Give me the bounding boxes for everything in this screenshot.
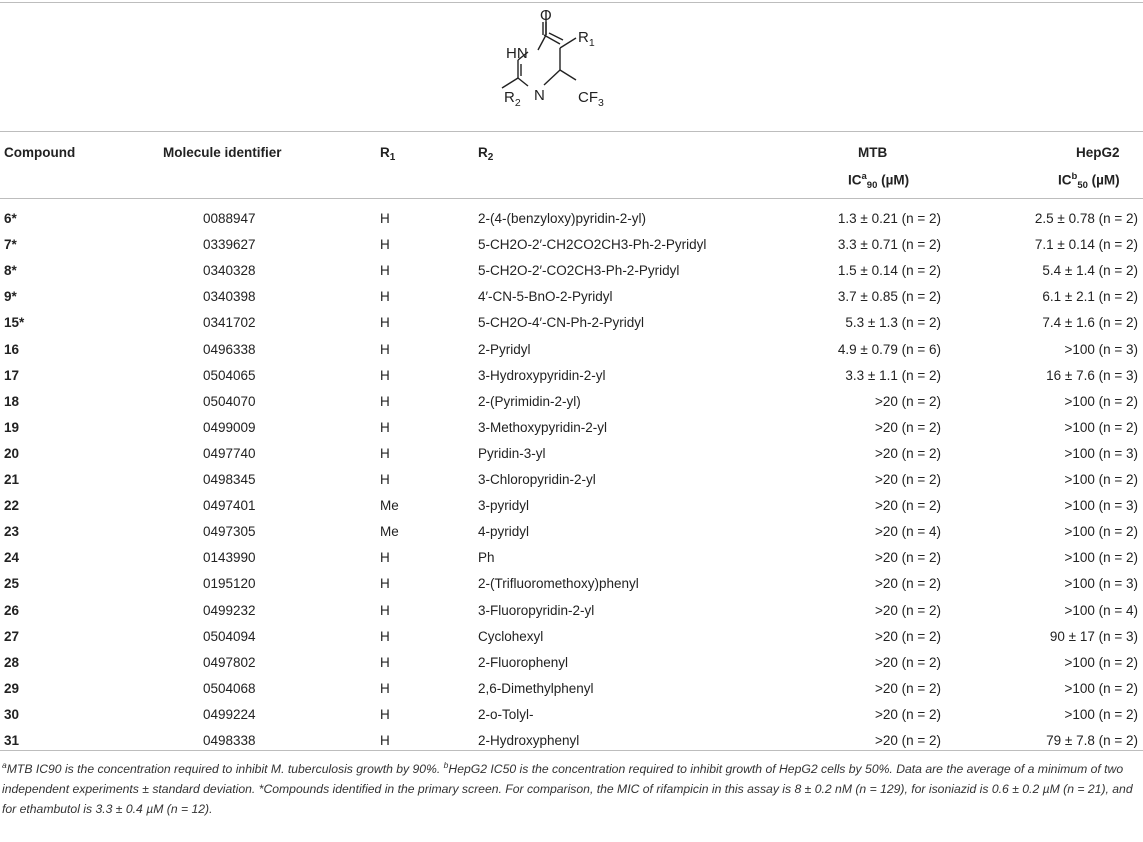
hepg2-ic50-cell: 7.1 ± 0.14 (n = 2) <box>1034 237 1138 253</box>
hepg2-ic50-cell: >100 (n = 2) <box>1064 654 1138 670</box>
r1-cell: H <box>380 576 390 592</box>
hepg2-ic50-cell: >100 (n = 3) <box>1064 341 1138 357</box>
molecule-id-cell: 0341702 <box>203 315 256 331</box>
mtb-ic90-cell: >20 (n = 2) <box>874 628 941 644</box>
r1-cell: Me <box>380 498 399 514</box>
r2-cell: 2-Hydroxyphenyl <box>478 733 580 748</box>
compound-cell: 25 <box>4 576 20 592</box>
header-mtb: MTB <box>858 145 888 160</box>
compound-cell: 16 <box>4 341 20 357</box>
hepg2-ic50-cell: >100 (n = 3) <box>1064 576 1138 592</box>
r1-cell: H <box>380 706 390 722</box>
mtb-unit-ic: IC <box>848 172 862 188</box>
compound-cell: 26 <box>4 602 20 618</box>
r1-cell: H <box>380 550 390 566</box>
compound-cell: 20 <box>4 445 20 461</box>
hepg2-ic50-cell: >100 (n = 4) <box>1064 602 1138 618</box>
hepg2-ic50-cell: >100 (n = 2) <box>1064 680 1138 696</box>
r1-cell: H <box>380 733 390 748</box>
svg-text:R2 <box>504 89 521 109</box>
molecule-id-cell: 0143990 <box>203 550 256 566</box>
mtb-ic90-cell: 5.3 ± 1.3 (n = 2) <box>845 315 941 331</box>
mtb-ic90-cell: 3.3 ± 1.1 (n = 2) <box>845 367 941 383</box>
r1-label: R <box>578 29 589 46</box>
table-row <box>0 416 1143 440</box>
r1-cell: H <box>380 341 390 357</box>
hepg2-unit-subscript: 50 <box>1077 180 1088 192</box>
header-r1-subscript: 1 <box>389 152 396 163</box>
compound-cell: 15* <box>4 315 25 331</box>
hepg2-ic50-cell: 79 ± 7.8 (n = 2) <box>1046 733 1138 748</box>
mtb-ic90-cell: >20 (n = 2) <box>874 706 941 722</box>
r1-cell: H <box>380 628 390 644</box>
mtb-ic90-cell: >20 (n = 4) <box>874 524 941 540</box>
molecule-id-cell: 0504068 <box>203 680 256 696</box>
table-row <box>0 572 1143 596</box>
hepg2-ic50-cell: >100 (n = 2) <box>1064 706 1138 722</box>
compound-cell: 22 <box>4 498 20 514</box>
table-row <box>0 207 1143 231</box>
r2-cell: 3-Methoxypyridin-2-yl <box>478 419 608 435</box>
molecule-id-cell: 0496338 <box>203 341 256 357</box>
compound-cell: 30 <box>4 706 20 722</box>
compound-cell: 18 <box>4 393 20 409</box>
mtb-ic90-cell: >20 (n = 2) <box>874 550 941 566</box>
hepg2-unit-footnote-mark: b <box>1071 171 1078 182</box>
r2-cell: Cyclohexyl <box>478 628 544 644</box>
header-compound: Compound <box>4 145 76 160</box>
hepg2-ic50-cell: >100 (n = 3) <box>1064 445 1138 461</box>
mtb-ic90-cell: >20 (n = 2) <box>874 576 941 592</box>
r1-cell: H <box>380 680 390 696</box>
hn-label: HN <box>506 45 528 62</box>
header-r1-text: R <box>380 145 390 160</box>
table-row <box>0 599 1143 623</box>
hepg2-ic50-cell: 2.5 ± 0.78 (n = 2) <box>1034 211 1138 226</box>
molecule-id-cell: 0339627 <box>203 237 256 253</box>
table-row <box>0 285 1143 309</box>
hepg2-ic50-cell: 6.1 ± 2.1 (n = 2) <box>1042 289 1138 305</box>
compound-cell: 17 <box>4 367 20 383</box>
r1-cell: Me <box>380 524 399 540</box>
compound-cell: 19 <box>4 419 20 435</box>
compound-cell: 27 <box>4 628 20 644</box>
compound-cell: 24 <box>4 550 20 566</box>
mtb-ic90-cell: 3.3 ± 0.71 (n = 2) <box>837 237 941 253</box>
r2-label: R <box>504 89 515 106</box>
mtb-ic90-cell: >20 (n = 2) <box>874 733 941 748</box>
table-row <box>0 677 1143 701</box>
r2-cell: 3-Chloropyridin-2-yl <box>478 472 596 487</box>
n-label: N <box>534 87 545 104</box>
r2-cell: 2-Fluorophenyl <box>478 654 569 670</box>
table-row <box>0 259 1143 283</box>
r1-cell: H <box>380 367 390 383</box>
svg-text:CF3 <box>578 89 604 109</box>
molecule-id-cell: 0499232 <box>203 602 256 618</box>
table-row <box>0 651 1143 675</box>
r2-cell: 2-(Trifluoromethoxy)phenyl <box>478 576 639 592</box>
table-row <box>0 703 1143 727</box>
header-r1 <box>380 145 396 163</box>
r2-cell: 4′-CN-5-BnO-2-Pyridyl <box>478 289 613 305</box>
r1-cell: H <box>380 654 390 670</box>
molecule-id-cell: 0195120 <box>203 576 256 592</box>
hepg2-ic50-cell: >100 (n = 2) <box>1064 419 1138 435</box>
hepg2-ic50-cell: >100 (n = 2) <box>1064 393 1138 409</box>
compound-cell: 23 <box>4 524 20 540</box>
svg-text:R1 <box>578 29 595 49</box>
table-row <box>0 442 1143 466</box>
header-mtb-unit <box>848 171 909 191</box>
r2-cell: 3-Hydroxypyridin-2-yl <box>478 367 606 383</box>
compound-cell: 28 <box>4 654 20 670</box>
hepg2-ic50-cell: >100 (n = 3) <box>1064 498 1138 514</box>
table-row <box>0 364 1143 388</box>
hepg2-ic50-cell: 7.4 ± 1.6 (n = 2) <box>1042 315 1138 331</box>
mtb-ic90-cell: 1.5 ± 0.14 (n = 2) <box>837 263 941 279</box>
molecule-id-cell: 0504070 <box>203 393 256 409</box>
r2-cell: 4-pyridyl <box>478 524 530 540</box>
molecule-id-cell: 0497802 <box>203 654 256 670</box>
cf3-subscript: 3 <box>598 97 604 109</box>
header-top-rule <box>0 131 1143 132</box>
r1-cell: H <box>380 419 390 435</box>
mtb-ic90-cell: 1.3 ± 0.21 (n = 2) <box>837 211 941 226</box>
hepg2-ic50-cell: >100 (n = 2) <box>1064 524 1138 540</box>
mtb-unit-footnote-mark: a <box>861 171 867 182</box>
compound-cell: 31 <box>4 733 20 748</box>
footnote-text-b: HepG2 IC50 is the concentration required to inhibit growth of HepG2 cells by 50%. Data are the average of a minimum of two independent experiments ± standard deviation. *Compounds identified in the primary screen. For comparison, the MIC of rifampicin in this assay is 8 ± 0.2 nM (n = 129), for isoniazid is 0.6 ± 0.2 µM (n = 21), and for ethambutol is 3.3 ± 0.4 µM (n = 12). <box>2 762 1133 817</box>
mtb-ic90-cell: >20 (n = 2) <box>874 393 941 409</box>
molecule-id-cell: 0088947 <box>203 211 256 226</box>
footnote-mark-b: b <box>443 760 449 770</box>
molecule-id-cell: 0497740 <box>203 445 256 461</box>
oxygen-label: O <box>540 7 552 24</box>
mtb-ic90-cell: 3.7 ± 0.85 (n = 2) <box>837 289 941 305</box>
r2-cell: 2-o-Tolyl- <box>478 706 534 722</box>
header-r2 <box>478 145 494 163</box>
table-row <box>0 468 1143 492</box>
mtb-unit-subscript: 90 <box>866 180 878 192</box>
r1-cell: H <box>380 289 390 305</box>
hepg2-unit-ic: IC <box>1058 172 1072 188</box>
header-bottom-rule <box>0 198 1143 199</box>
molecule-id-cell: 0498345 <box>203 472 256 487</box>
table-row <box>0 546 1143 570</box>
r1-subscript: 1 <box>588 37 595 49</box>
compound-cell: 21 <box>4 472 20 487</box>
molecule-id-cell: 0497305 <box>203 524 256 540</box>
table-footnote <box>2 755 1140 819</box>
molecule-id-cell: 0340398 <box>203 289 256 305</box>
r2-cell: 3-pyridyl <box>478 498 530 514</box>
r1-cell: H <box>380 211 390 226</box>
mtb-ic90-cell: 4.9 ± 0.79 (n = 6) <box>837 341 941 357</box>
hepg2-ic50-cell: >100 (n = 2) <box>1064 472 1138 487</box>
compound-cell: 9* <box>4 289 17 305</box>
r1-cell: H <box>380 263 390 279</box>
table-row <box>0 520 1143 544</box>
r1-cell: H <box>380 237 390 253</box>
table-row <box>0 338 1143 362</box>
r1-cell: H <box>380 315 390 331</box>
compound-cell: 29 <box>4 680 20 696</box>
r2-cell: 5-CH2O-4′-CN-Ph-2-Pyridyl <box>478 315 645 331</box>
footnote-text-a: MTB IC90 is the concentration required to inhibit M. tuberculosis growth by 90%. <box>6 762 444 777</box>
header-r2-text: R <box>478 145 488 160</box>
r2-cell: Pyridin-3-yl <box>478 445 546 461</box>
compound-cell: 7* <box>4 237 17 253</box>
molecule-id-cell: 0499009 <box>203 419 256 435</box>
table-row <box>0 494 1143 518</box>
hepg2-ic50-cell: 5.4 ± 1.4 (n = 2) <box>1042 263 1138 279</box>
r2-subscript: 2 <box>514 97 521 109</box>
table-row <box>0 233 1143 257</box>
r2-cell: 2,6-Dimethylphenyl <box>478 680 594 696</box>
pyrimidinone-structure <box>498 0 648 126</box>
r2-cell: 3-Fluoropyridin-2-yl <box>478 602 595 618</box>
r2-cell: 5-CH2O-2′-CO2CH3-Ph-2-Pyridyl <box>478 263 680 279</box>
mtb-ic90-cell: >20 (n = 2) <box>874 419 941 435</box>
r1-cell: H <box>380 445 390 461</box>
header-molecule-identifier: Molecule identifier <box>163 145 282 160</box>
table-row <box>0 311 1143 335</box>
r1-cell: H <box>380 393 390 409</box>
molecule-id-cell: 0497401 <box>203 498 256 514</box>
r1-cell: H <box>380 472 390 487</box>
hepg2-unit-rest: (µM) <box>1087 172 1120 188</box>
compound-cell: 8* <box>4 263 17 279</box>
molecule-id-cell: 0504094 <box>203 628 256 644</box>
mtb-ic90-cell: >20 (n = 2) <box>874 680 941 696</box>
mtb-ic90-cell: >20 (n = 2) <box>874 472 941 487</box>
table-bottom-rule <box>0 750 1143 751</box>
mtb-unit-rest: (µM) <box>877 172 910 188</box>
table-row <box>0 390 1143 414</box>
header-r2-subscript: 2 <box>487 152 494 163</box>
footnote-mark-a: a <box>2 760 7 770</box>
hepg2-ic50-cell: 90 ± 17 (n = 3) <box>1049 628 1138 644</box>
hepg2-ic50-cell: >100 (n = 2) <box>1064 550 1138 566</box>
hepg2-ic50-cell: 16 ± 7.6 (n = 3) <box>1046 367 1138 383</box>
compound-cell: 6* <box>4 211 17 226</box>
r2-cell: 2-(4-(benzyloxy)pyridin-2-yl) <box>478 211 647 226</box>
r2-cell: 5-CH2O-2′-CH2CO2CH3-Ph-2-Pyridyl <box>478 237 707 253</box>
molecule-id-cell: 0498338 <box>203 733 256 748</box>
table-row <box>0 625 1143 649</box>
r2-cell: Ph <box>478 550 495 566</box>
r2-cell: 2-(Pyrimidin-2-yl) <box>478 393 581 409</box>
header-hepg2-unit <box>1058 171 1120 191</box>
molecule-id-cell: 0499224 <box>203 706 256 722</box>
header-hepg2: HepG2 <box>1076 145 1120 160</box>
r2-cell: 2-Pyridyl <box>478 341 531 357</box>
mtb-ic90-cell: >20 (n = 2) <box>874 602 941 618</box>
r1-cell: H <box>380 602 390 618</box>
mtb-ic90-cell: >20 (n = 2) <box>874 654 941 670</box>
mtb-ic90-cell: >20 (n = 2) <box>874 445 941 461</box>
molecule-id-cell: 0504065 <box>203 367 256 383</box>
mtb-ic90-cell: >20 (n = 2) <box>874 498 941 514</box>
cf3-label: CF <box>578 89 598 106</box>
molecule-id-cell: 0340328 <box>203 263 256 279</box>
